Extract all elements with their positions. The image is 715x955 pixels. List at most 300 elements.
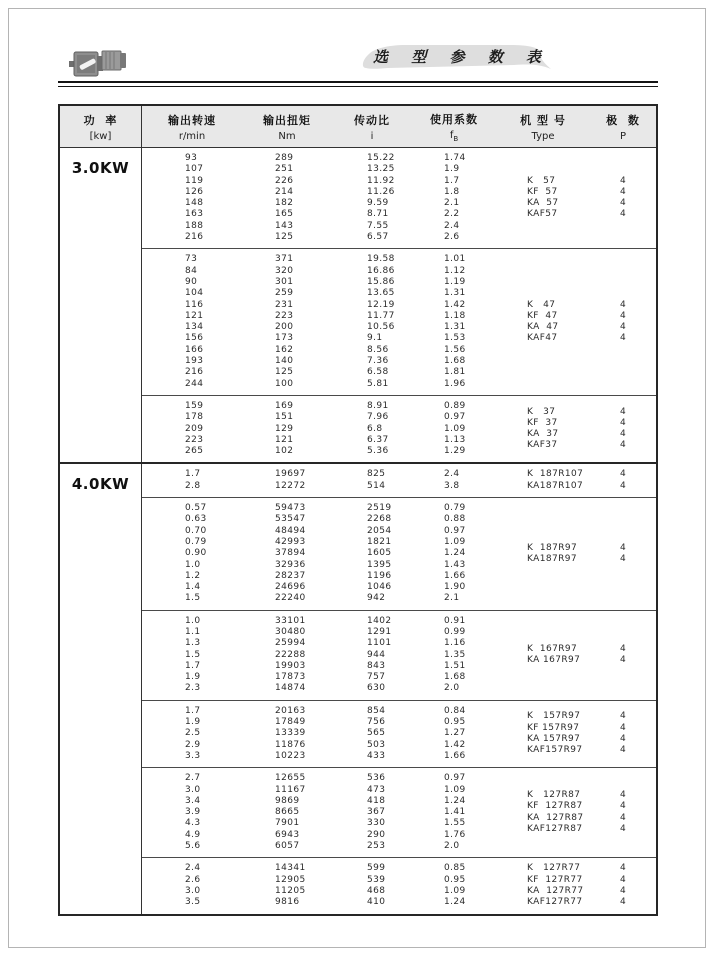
poles-cell: 4	[620, 209, 627, 220]
fb-cell: 1.16	[444, 638, 466, 649]
poles-cell: 4	[620, 175, 627, 186]
fb-cell: 2.0	[444, 683, 460, 694]
rpm-cell: 93	[185, 153, 198, 163]
torque-cell: 140	[275, 356, 294, 367]
type-line	[527, 897, 626, 908]
type-list	[527, 396, 626, 462]
ratio-cell: 8.71	[367, 209, 389, 220]
type-cell: KA 127R77	[527, 885, 584, 896]
torque-cell: 151	[275, 412, 294, 423]
type-cell: KA 157R97	[527, 734, 581, 744]
ratio-cell: 13.65	[367, 288, 395, 299]
torque-cell: 100	[275, 378, 294, 389]
ratio-cell: 942	[367, 593, 386, 604]
rpm-cell: 2.7	[185, 773, 201, 784]
torque-cell: 37894	[275, 548, 306, 559]
torque-cell: 24696	[275, 582, 306, 593]
ratio-cell: 290	[367, 829, 386, 840]
ratio-cell: 843	[367, 660, 386, 671]
ratio-cell: 7.36	[367, 356, 389, 367]
poles-cell: 4	[620, 542, 627, 553]
fb-cell: 1.68	[444, 356, 466, 367]
torque-cell: 226	[275, 175, 294, 186]
fb-cell: 1.41	[444, 807, 466, 818]
poles-cell: 4	[620, 406, 627, 417]
fb-cell: 0.97	[444, 773, 466, 784]
rpm-cell: 1.7	[185, 705, 201, 716]
torque-cell: 165	[275, 209, 294, 220]
ratio-cell: 944	[367, 649, 386, 660]
gearmotor-icon	[69, 40, 131, 84]
torque-cell: 22288	[275, 649, 306, 660]
rpm-cell: 0.57	[185, 503, 207, 514]
type-cell: KF 37	[527, 417, 558, 428]
type-cell: KAF157R97	[527, 745, 583, 756]
type-line	[527, 469, 626, 480]
torque-cell: 19903	[275, 660, 306, 671]
poles-cell: 4	[620, 417, 627, 428]
ratio-cell: 253	[367, 841, 386, 852]
fb-cell: 1.12	[444, 265, 466, 276]
fb-cell: 1.31	[444, 322, 466, 333]
type-line	[527, 734, 626, 745]
type-cell: K 157R97	[527, 711, 581, 722]
torque-cell: 28237	[275, 570, 306, 581]
poles-cell: 4	[620, 812, 627, 823]
type-cell: KA 57	[527, 198, 559, 209]
torque-cell: 162	[275, 344, 294, 355]
rpm-cell: 2.9	[185, 739, 201, 750]
type-line	[527, 801, 626, 812]
fb-cell: 1.68	[444, 672, 466, 683]
rpm-cell: 134	[185, 322, 204, 333]
torque-cell: 17849	[275, 717, 306, 728]
poles-cell: 4	[620, 469, 627, 480]
fb-cell: 1.27	[444, 728, 466, 739]
poles-cell: 4	[620, 310, 627, 321]
rpm-cell: 3.5	[185, 897, 201, 908]
poles-cell: 4	[620, 299, 627, 310]
torque-cell: 9869	[275, 795, 300, 806]
torque-cell: 200	[275, 322, 294, 333]
rpm-cell: 5.6	[185, 841, 201, 852]
power-section	[60, 462, 656, 913]
torque-cell: 13339	[275, 728, 306, 739]
power-label: 3.0KW	[60, 148, 142, 462]
header-service-factor: 使用系数 $f_B$	[430, 112, 478, 143]
type-line	[527, 322, 626, 333]
fb-cell: 0.99	[444, 626, 466, 637]
torque-cell: 129	[275, 423, 294, 434]
header-rule	[58, 81, 658, 87]
torque-cell: 6057	[275, 841, 300, 852]
rpm-cell: 3.3	[185, 750, 201, 761]
rpm-cell: 1.5	[185, 593, 201, 604]
ratio-cell: 6.57	[367, 232, 389, 243]
rpm-cell: 4.9	[185, 829, 201, 840]
ratio-cell: 2054	[367, 525, 392, 536]
fb-cell: 0.97	[444, 412, 466, 423]
ratio-cell: 514	[367, 480, 386, 491]
header-type: 机 型 号 Type	[520, 113, 566, 142]
torque-cell: 10223	[275, 750, 306, 761]
poles-cell: 4	[620, 885, 627, 896]
type-line	[527, 863, 626, 874]
torque-cell: 11167	[275, 784, 306, 795]
rpm-cell: 188	[185, 220, 204, 231]
type-cell: K 127R77	[527, 863, 581, 874]
rpm-cell: 216	[185, 232, 204, 243]
rpm-cell: 84	[185, 265, 198, 276]
torque-cell: 33101	[275, 615, 306, 626]
type-line	[527, 723, 626, 734]
torque-cell: 14874	[275, 683, 306, 694]
type-cell: KF 157R97	[527, 722, 580, 733]
ratio-cell: 16.86	[367, 265, 395, 276]
fb-cell: 2.4	[444, 469, 460, 480]
fb-cell: 1.09	[444, 536, 466, 547]
title-banner	[360, 42, 554, 72]
fb-cell: 1.09	[444, 784, 466, 795]
fb-cell: 1.8	[444, 186, 460, 197]
rpm-cell: 156	[185, 333, 204, 344]
poles-cell: 4	[620, 322, 627, 333]
fb-cell: 1.56	[444, 344, 466, 355]
fb-cell: 1.24	[444, 548, 466, 559]
type-cell: KAF37	[527, 440, 558, 451]
type-line	[527, 333, 626, 344]
power-label: 4.0KW	[60, 464, 142, 913]
section-blocks	[142, 464, 656, 913]
torque-cell: 182	[275, 198, 294, 209]
rpm-cell: 119	[185, 175, 204, 186]
fb-cell: 1.7	[444, 175, 460, 186]
rpm-cell: 3.0	[185, 885, 201, 896]
poles-cell: 4	[620, 824, 627, 835]
ratio-cell: 6.58	[367, 367, 389, 378]
rpm-cell: 0.90	[185, 548, 207, 559]
type-cell: K 187R107	[527, 469, 584, 480]
fb-cell: 1.9	[444, 164, 460, 175]
rpm-cell: 0.79	[185, 536, 207, 547]
type-list	[527, 249, 626, 395]
rpm-cell: 1.4	[185, 582, 201, 593]
gear-size-block	[142, 497, 656, 610]
ratio-cell: 15.22	[367, 153, 395, 163]
gearmotor-photo	[69, 40, 131, 84]
table-header	[60, 106, 656, 148]
ratio-cell: 473	[367, 784, 386, 795]
ratio-cell: 503	[367, 739, 386, 750]
torque-cell: 19697	[275, 469, 306, 480]
poles-cell: 4	[620, 801, 627, 812]
poles-cell: 4	[620, 790, 627, 801]
rpm-cell: 148	[185, 198, 204, 209]
type-line	[527, 407, 626, 418]
fb-cell: 1.19	[444, 276, 466, 287]
ratio-cell: 410	[367, 897, 386, 908]
poles-cell: 4	[620, 655, 627, 666]
torque-cell: 125	[275, 232, 294, 243]
torque-cell: 121	[275, 434, 294, 445]
type-cell: K 167R97	[527, 643, 578, 654]
type-line	[527, 875, 626, 886]
type-cell: K 127R87	[527, 790, 581, 801]
poles-cell: 4	[620, 186, 627, 197]
gear-size-block	[142, 857, 656, 913]
torque-cell: 371	[275, 254, 294, 265]
type-list	[527, 858, 626, 913]
type-cell: KAF127R87	[527, 824, 583, 835]
fb-cell: 3.8	[444, 480, 460, 491]
fb-cell: 2.1	[444, 198, 460, 209]
rpm-cell: 159	[185, 400, 204, 411]
torque-cell: 102	[275, 446, 294, 457]
fb-cell: 0.89	[444, 400, 466, 411]
ratio-cell: 1821	[367, 536, 392, 547]
ratio-cell: 8.91	[367, 400, 389, 411]
type-line	[527, 198, 626, 209]
rpm-cell: 2.6	[185, 874, 201, 885]
fb-cell: 0.79	[444, 503, 466, 514]
type-line	[527, 543, 626, 554]
type-list	[527, 498, 626, 610]
gear-size-block	[142, 395, 656, 462]
type-cell: KF 57	[527, 186, 558, 197]
fb-cell: 1.18	[444, 310, 466, 321]
torque-cell: 20163	[275, 705, 306, 716]
fb-cell: 0.84	[444, 705, 466, 716]
type-cell: KF 127R77	[527, 874, 583, 885]
type-cell: KF 127R87	[527, 801, 583, 812]
torque-cell: 223	[275, 310, 294, 321]
section-blocks	[142, 148, 656, 462]
type-cell: K 187R97	[527, 542, 578, 553]
rpm-cell: 2.8	[185, 480, 201, 491]
rpm-cell: 107	[185, 164, 204, 175]
type-line	[527, 187, 626, 198]
ratio-cell: 1402	[367, 615, 392, 626]
ratio-cell: 11.26	[367, 186, 395, 197]
rpm-cell: 1.0	[185, 615, 201, 626]
ratio-cell: 1605	[367, 548, 392, 559]
fb-cell: 1.31	[444, 288, 466, 299]
rpm-cell: 1.2	[185, 570, 201, 581]
type-cell: KAF127R77	[527, 897, 583, 908]
fb-cell: 1.24	[444, 795, 466, 806]
torque-cell: 42993	[275, 536, 306, 547]
rpm-cell: 1.7	[185, 660, 201, 671]
fb-cell: 1.01	[444, 254, 466, 265]
header-ratio: 传动比 i	[354, 113, 390, 142]
poles-cell: 4	[620, 429, 627, 440]
rpm-cell: 223	[185, 434, 204, 445]
torque-cell: 7901	[275, 818, 300, 829]
ratio-cell: 13.25	[367, 164, 395, 175]
torque-cell: 125	[275, 367, 294, 378]
poles-cell: 4	[620, 553, 627, 564]
type-line	[527, 176, 626, 187]
ratio-cell: 11.77	[367, 310, 395, 321]
header-power: 功 率 [kw]	[60, 106, 142, 147]
ratio-cell: 536	[367, 773, 386, 784]
type-list	[527, 464, 626, 497]
ratio-cell: 433	[367, 750, 386, 761]
rpm-cell: 90	[185, 276, 198, 287]
type-cell: KA 167R97	[527, 655, 581, 666]
ratio-cell: 9.59	[367, 198, 389, 209]
fb-cell: 1.90	[444, 582, 466, 593]
header-poles: 极 数 P	[606, 113, 640, 142]
torque-cell: 12272	[275, 480, 306, 491]
rpm-cell: 104	[185, 288, 204, 299]
ratio-cell: 6.37	[367, 434, 389, 445]
fb-cell: 1.09	[444, 885, 466, 896]
ratio-cell: 1291	[367, 626, 392, 637]
type-line	[527, 440, 626, 451]
torque-cell: 320	[275, 265, 294, 276]
type-list	[527, 768, 626, 857]
fb-cell: 1.42	[444, 299, 466, 310]
ratio-cell: 1101	[367, 638, 392, 649]
gear-size-block	[142, 248, 656, 395]
torque-cell: 6943	[275, 829, 300, 840]
fb-cell: 1.66	[444, 750, 466, 761]
rpm-cell: 121	[185, 310, 204, 321]
fb-cell: 2.6	[444, 232, 460, 243]
type-line	[527, 418, 626, 429]
poles-cell: 4	[620, 711, 627, 722]
type-cell: KA187R107	[527, 480, 584, 491]
torque-cell: 53547	[275, 514, 306, 525]
torque-cell: 17873	[275, 672, 306, 683]
ratio-cell: 468	[367, 885, 386, 896]
type-cell: K 47	[527, 299, 556, 310]
torque-cell: 22240	[275, 593, 306, 604]
rpm-cell: 4.3	[185, 818, 201, 829]
rpm-cell: 1.5	[185, 649, 201, 660]
ratio-cell: 10.56	[367, 322, 395, 333]
type-cell: KAF57	[527, 209, 558, 220]
type-cell: KF 47	[527, 310, 558, 321]
fb-cell: 0.88	[444, 514, 466, 525]
poles-cell: 4	[620, 863, 627, 874]
poles-cell: 4	[620, 734, 627, 744]
poles-cell: 4	[620, 722, 627, 733]
type-line	[527, 711, 626, 722]
gear-size-block	[142, 700, 656, 767]
ratio-cell: 854	[367, 705, 386, 716]
torque-cell: 251	[275, 164, 294, 175]
rpm-cell: 1.1	[185, 626, 201, 637]
fb-cell: 1.76	[444, 829, 466, 840]
torque-cell: 259	[275, 288, 294, 299]
type-cell: KAF47	[527, 333, 558, 344]
rpm-cell: 209	[185, 423, 204, 434]
rpm-cell: 3.9	[185, 807, 201, 818]
poles-cell: 4	[620, 897, 627, 908]
header-output-speed: 输出转速 r/min	[168, 113, 216, 142]
ratio-cell: 630	[367, 683, 386, 694]
rpm-cell: 216	[185, 367, 204, 378]
torque-cell: 30480	[275, 626, 306, 637]
poles-cell: 4	[620, 480, 627, 491]
fb-cell: 1.74	[444, 153, 466, 163]
torque-cell: 11205	[275, 885, 306, 896]
fb-cell: 1.09	[444, 423, 466, 434]
fb-cell: 1.35	[444, 649, 466, 660]
ratio-cell: 2268	[367, 514, 392, 525]
torque-cell: 59473	[275, 503, 306, 514]
fb-cell: 1.81	[444, 367, 466, 378]
fb-cell: 1.96	[444, 378, 466, 389]
rpm-cell: 1.9	[185, 672, 201, 683]
fb-cell: 1.53	[444, 333, 466, 344]
fb-cell: 2.2	[444, 209, 460, 220]
fb-cell: 1.29	[444, 446, 466, 457]
ratio-cell: 8.56	[367, 344, 389, 355]
type-line	[527, 655, 626, 666]
poles-cell: 4	[620, 440, 627, 451]
power-section	[60, 148, 656, 462]
ratio-cell: 1196	[367, 570, 392, 581]
fb-cell: 2.4	[444, 220, 460, 231]
fb-cell: 0.95	[444, 717, 466, 728]
torque-cell: 12905	[275, 874, 306, 885]
rpm-cell: 1.9	[185, 717, 201, 728]
fb-cell: 1.66	[444, 570, 466, 581]
fb-cell: 0.95	[444, 874, 466, 885]
torque-cell: 11876	[275, 739, 306, 750]
rpm-cell: 3.4	[185, 795, 201, 806]
torque-cell: 8665	[275, 807, 300, 818]
header-output-torque: 输出扭矩 Nm	[263, 113, 311, 142]
fb-cell: 1.24	[444, 897, 466, 908]
type-line	[527, 886, 626, 897]
ratio-cell: 12.19	[367, 299, 395, 310]
rpm-cell: 193	[185, 356, 204, 367]
rpm-cell: 0.63	[185, 514, 207, 525]
type-line	[527, 813, 626, 824]
fb-cell: 0.85	[444, 863, 466, 874]
type-cell: KA 37	[527, 429, 559, 440]
page-title: 选 型 参 数 表	[373, 48, 550, 66]
type-line	[527, 790, 626, 801]
type-line	[527, 429, 626, 440]
ratio-cell: 5.36	[367, 446, 389, 457]
ratio-cell: 11.92	[367, 175, 395, 186]
ratio-cell: 2519	[367, 503, 392, 514]
type-line	[527, 824, 626, 835]
rpm-cell: 116	[185, 299, 204, 310]
type-line	[527, 554, 626, 565]
type-line	[527, 745, 626, 756]
rpm-cell: 244	[185, 378, 204, 389]
type-line	[527, 300, 626, 311]
rpm-cell: 2.5	[185, 728, 201, 739]
gear-size-block	[142, 148, 656, 248]
type-line	[527, 644, 626, 655]
ratio-cell: 7.96	[367, 412, 389, 423]
torque-cell: 173	[275, 333, 294, 344]
ratio-cell: 330	[367, 818, 386, 829]
ratio-cell: 367	[367, 807, 386, 818]
type-line	[527, 209, 626, 220]
gear-size-block	[142, 610, 656, 700]
rpm-cell: 166	[185, 344, 204, 355]
rpm-cell: 3.0	[185, 784, 201, 795]
poles-cell: 4	[620, 333, 627, 344]
